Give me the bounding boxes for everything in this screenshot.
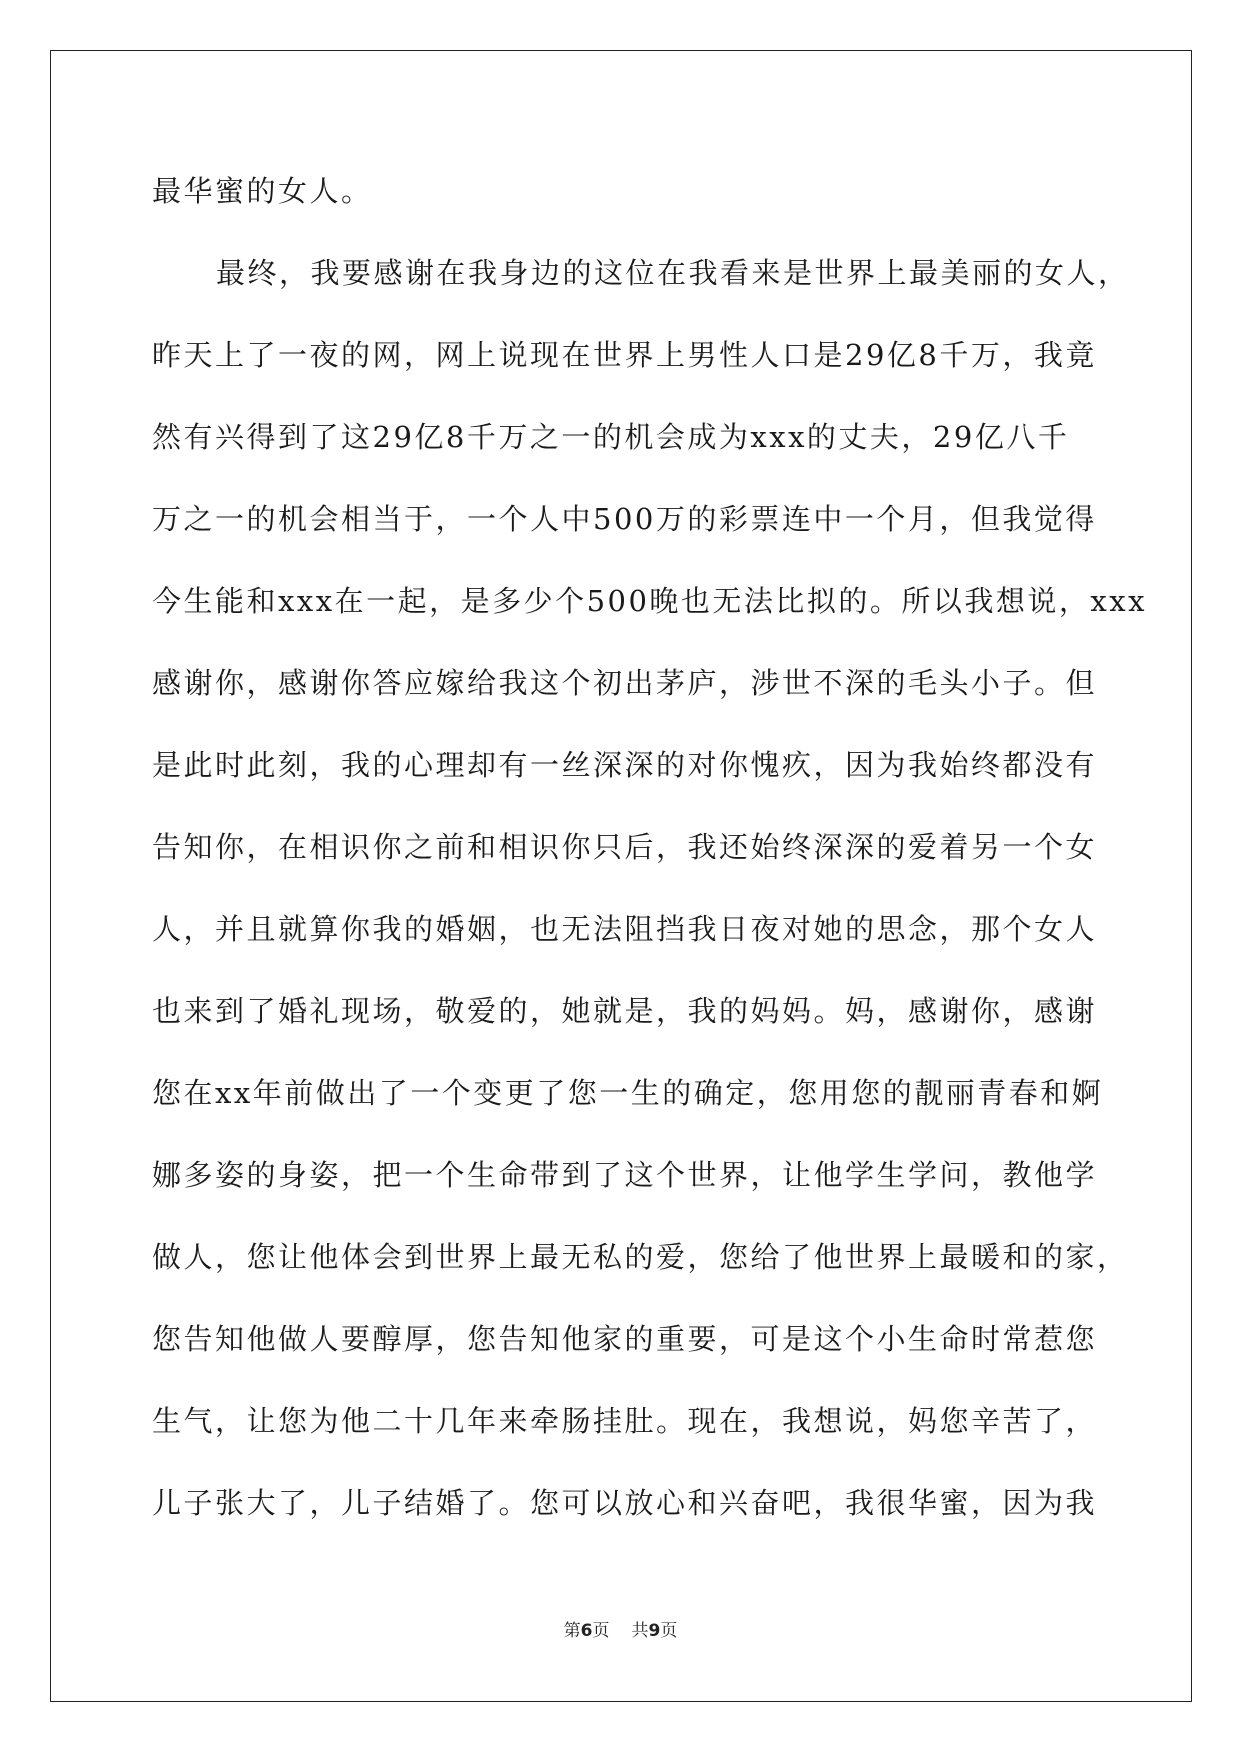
text-line: 做人，您让他体会到世界上最无私的爱，您给了他世界上最暖和的家， [152,1240,1129,1274]
page-total: 9 [648,1621,661,1641]
text-line: 儿子张大了，儿子结婚了。您可以放心和兴奋吧，我很华蜜，因为我 [152,1486,1098,1520]
document-body [152,164,1147,1558]
text-line: 您在xx年前做出了一个变更了您一生的确定，您用您的靓丽青春和婀 [152,1076,1104,1110]
text-line: 然有兴得到了这29亿8千万之一的机会成为xxx的丈夫，29亿八千 [152,420,1070,454]
page-footer [0,1616,1241,1641]
text-line: 生气，让您为他二十几年来牵肠挂肚。现在，我想说，妈您辛苦了， [152,1404,1098,1438]
text-line: 最终，我要感谢在我身边的这位在我看来是世界上最美丽的女人， [216,256,1130,290]
text-line: 今生能和xxx在一起，是多少个500晚也无法比拟的。所以我想说，xxx [152,584,1147,618]
page-prefix: 第 [563,1621,581,1641]
text-line: 昨天上了一夜的网，网上说现在世界上男性人口是29亿8千万，我竟 [152,338,1097,372]
total-prefix: 共 [631,1621,649,1641]
text-line: 娜多姿的身姿，把一个生命带到了这个世界，让他学生学问，教他学 [152,1158,1098,1192]
page-number: 6 [580,1621,593,1641]
text-line: 万之一的机会相当于，一个人中500万的彩票连中一个月，但我觉得 [152,502,1097,536]
text-line: 感谢你，感谢你答应嫁给我这个初出茅庐，涉世不深的毛头小子。但 [152,666,1098,700]
page-unit: 页 [592,1621,610,1641]
text-line: 是此时此刻，我的心理却有一丝深深的对你愧疚，因为我始终都没有 [152,748,1098,782]
text-line: 也来到了婚礼现场，敬爱的，她就是，我的妈妈。妈，感谢你，感谢 [152,994,1098,1028]
text-line: 告知你，在相识你之前和相识你只后，我还始终深深的爱着另一个女 [152,830,1098,864]
text-line: 人，并且就算你我的婚姻，也无法阻挡我日夜对她的思念，那个女人 [152,912,1098,946]
text-line: 您告知他做人要醇厚，您告知他家的重要，可是这个小生命时常惹您 [152,1322,1098,1356]
text-line: 最华蜜的女人。 [152,174,373,208]
total-unit: 页 [660,1621,678,1641]
